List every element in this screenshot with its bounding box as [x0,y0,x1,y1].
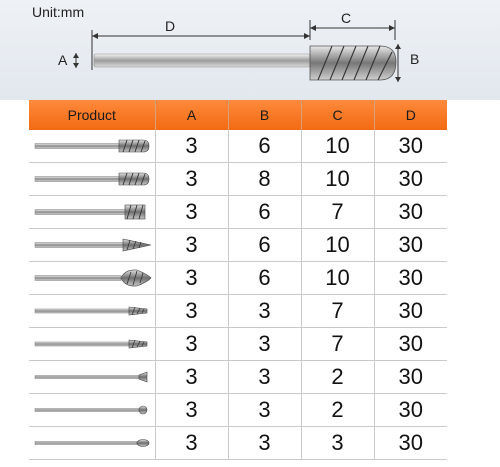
product-cell [29,130,155,163]
cell-c: 10 [301,262,374,295]
cell-b: 6 [228,130,301,163]
table-row [29,130,447,163]
cell-d: 30 [374,295,447,328]
cell-b: 8 [228,163,301,196]
cell-d: 30 [374,262,447,295]
cell-c: 10 [301,163,374,196]
table-row [29,328,447,361]
burr-head [310,46,396,80]
cell-d: 30 [374,361,447,394]
unit-label: Unit:mm [32,4,85,20]
product-cell [29,262,155,295]
table-row [29,427,447,460]
cell-d: 30 [374,130,447,163]
product-cell [29,427,155,460]
table-row [29,361,447,394]
cell-a: 3 [155,328,228,361]
cell-d: 30 [374,427,447,460]
header-a: A [155,100,228,130]
dimension-label-d: D [165,18,176,34]
cell-b: 3 [228,361,301,394]
cell-b: 3 [228,394,301,427]
inverted-cone-burr-icon [33,365,153,389]
cell-c: 7 [301,328,374,361]
table-row [29,196,447,229]
spec-table [29,100,447,460]
table-row [29,394,447,427]
cell-d: 30 [374,394,447,427]
cell-a: 3 [155,229,228,262]
spec-table-wrapper [29,100,447,460]
cell-b: 6 [228,196,301,229]
dimension-label-a: A [58,52,68,68]
cell-c: 10 [301,229,374,262]
tapered-burr-icon [33,299,153,323]
dimension-diagram [0,0,500,100]
product-cell [29,361,155,394]
cylinder-round-end-burr-icon [33,134,153,158]
cell-b: 6 [228,262,301,295]
cell-c: 10 [301,130,374,163]
flame-burr-icon [33,266,153,290]
header-c: C [301,100,374,130]
spec-table-body [29,130,447,460]
cell-a: 3 [155,295,228,328]
cell-b: 3 [228,427,301,460]
cell-c: 3 [301,427,374,460]
dimension-label-b: B [410,51,420,67]
cell-c: 2 [301,361,374,394]
spec-table-header [29,100,447,130]
product-cell [29,328,155,361]
cell-a: 3 [155,394,228,427]
cell-b: 6 [228,229,301,262]
cell-d: 30 [374,163,447,196]
header-b: B [228,100,301,130]
dimension-label-c: C [341,10,352,26]
cell-a: 3 [155,262,228,295]
cell-d: 30 [374,328,447,361]
oval-burr-icon [33,431,153,455]
cell-d: 30 [374,229,447,262]
header-product: Product [29,100,155,130]
burr-shank [94,54,310,67]
tapered-burr-icon [33,332,153,356]
cell-a: 3 [155,196,228,229]
burr-dimension-drawing [0,0,500,100]
cone-burr-icon [33,233,153,257]
cell-a: 3 [155,163,228,196]
cylinder-round-end-burr-icon [33,167,153,191]
cell-c: 2 [301,394,374,427]
cell-a: 3 [155,427,228,460]
table-row [29,295,447,328]
ball-burr-icon [33,398,153,422]
cell-d: 30 [374,196,447,229]
cell-c: 7 [301,295,374,328]
product-cell [29,295,155,328]
cylinder-flat-end-burr-icon [33,200,153,224]
cell-a: 3 [155,130,228,163]
header-d: D [374,100,447,130]
cell-c: 7 [301,196,374,229]
table-row [29,163,447,196]
product-cell [29,229,155,262]
product-cell [29,394,155,427]
product-cell [29,196,155,229]
product-cell [29,163,155,196]
cell-a: 3 [155,361,228,394]
cell-b: 3 [228,295,301,328]
table-row [29,229,447,262]
table-row [29,262,447,295]
cell-b: 3 [228,328,301,361]
